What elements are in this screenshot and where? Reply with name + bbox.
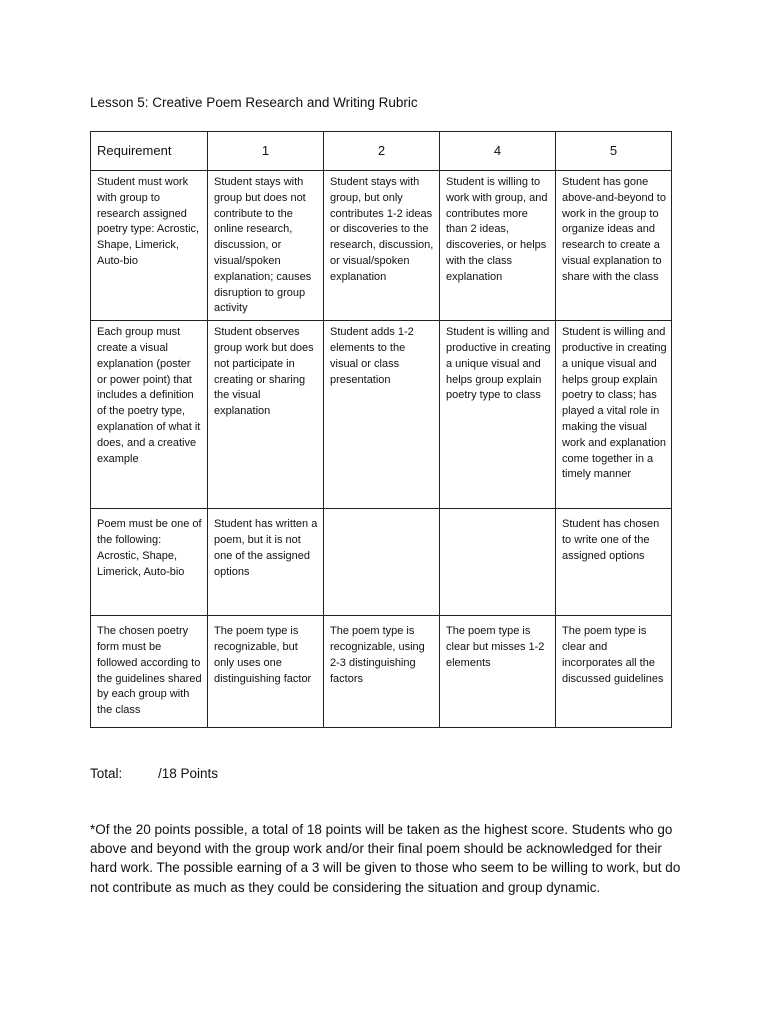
total-line [90,765,218,783]
requirement-cell: The chosen poetry form must be followed according to the guidelines shared by each group with the class [91,616,208,728]
column-header-requirement: Requirement [91,132,208,171]
column-header-score-5: 5 [556,132,672,171]
column-header-score-2: 2 [324,132,440,171]
rubric-table [90,131,672,728]
score-cell: The poem type is recognizable, but only uses one distinguishing factor [208,616,324,728]
score-cell: Student stays with group, but only contributes 1-2 ideas or discoveries to the research, discussion, or visual/spoken explanation [324,171,440,321]
score-cell: Student has chosen to write one of the assigned options [556,509,672,616]
requirement-cell: Student must work with group to research assigned poetry type: Acrostic, Shape, Limerick, Auto-bio [91,171,208,321]
score-cell: Student is willing to work with group, and contributes more than 2 ideas, discoveries, or helps with the class explanation [440,171,556,321]
score-cell: Student has gone above-and-beyond to work in the group to organize ideas and research to create a visual explanation to share with the class [556,171,672,321]
requirement-cell: Each group must create a visual explanation (poster or power point) that includes a definition of the poetry type, explanation of what it does, and a creative example [91,321,208,509]
table-row [91,616,672,728]
score-cell: Student is willing and productive in creating a unique visual and helps group explain poetry to class; has played a vital role in making the visual work and explanation come together in a timely manner [556,321,672,509]
page-title: Lesson 5: Creative Poem Research and Writing Rubric [90,95,418,110]
table-row [91,321,672,509]
score-cell: Student has written a poem, but it is not one of the assigned options [208,509,324,616]
column-header-score-4: 4 [440,132,556,171]
score-cell [440,509,556,616]
total-points: /18 Points [158,766,219,781]
table-row [91,509,672,616]
score-cell: Student adds 1-2 elements to the visual or class presentation [324,321,440,509]
table-row [91,171,672,321]
column-header-score-1: 1 [208,132,324,171]
score-cell: The poem type is clear but misses 1-2 elements [440,616,556,728]
score-cell: Student observes group work but does not participate in creating or sharing the visual explanation [208,321,324,509]
score-cell: Student stays with group but does not contribute to the online research, discussion, or visual/spoken explanation; causes disruption to group activity [208,171,324,321]
score-cell: The poem type is recognizable, using 2-3 distinguishing factors [324,616,440,728]
total-label: Total: [90,766,123,781]
score-cell: Student is willing and productive in creating a unique visual and helps group explain poetry type to class [440,321,556,509]
scoring-note: *Of the 20 points possible, a total of 18 points will be taken as the highest score. Students who go above and beyond with the group work and/or their final poem should be acknowledged for their hard work. The possible earning of a 3 will be given to those who seem to be willing to work, but do not contribute as much as they could be considering the situation and group dynamic. [90,822,681,895]
score-cell: The poem type is clear and incorporates all the discussed guidelines [556,616,672,728]
score-cell [324,509,440,616]
requirement-cell: Poem must be one of the following: Acrostic, Shape, Limerick, Auto-bio [91,509,208,616]
table-header-row [91,132,672,171]
